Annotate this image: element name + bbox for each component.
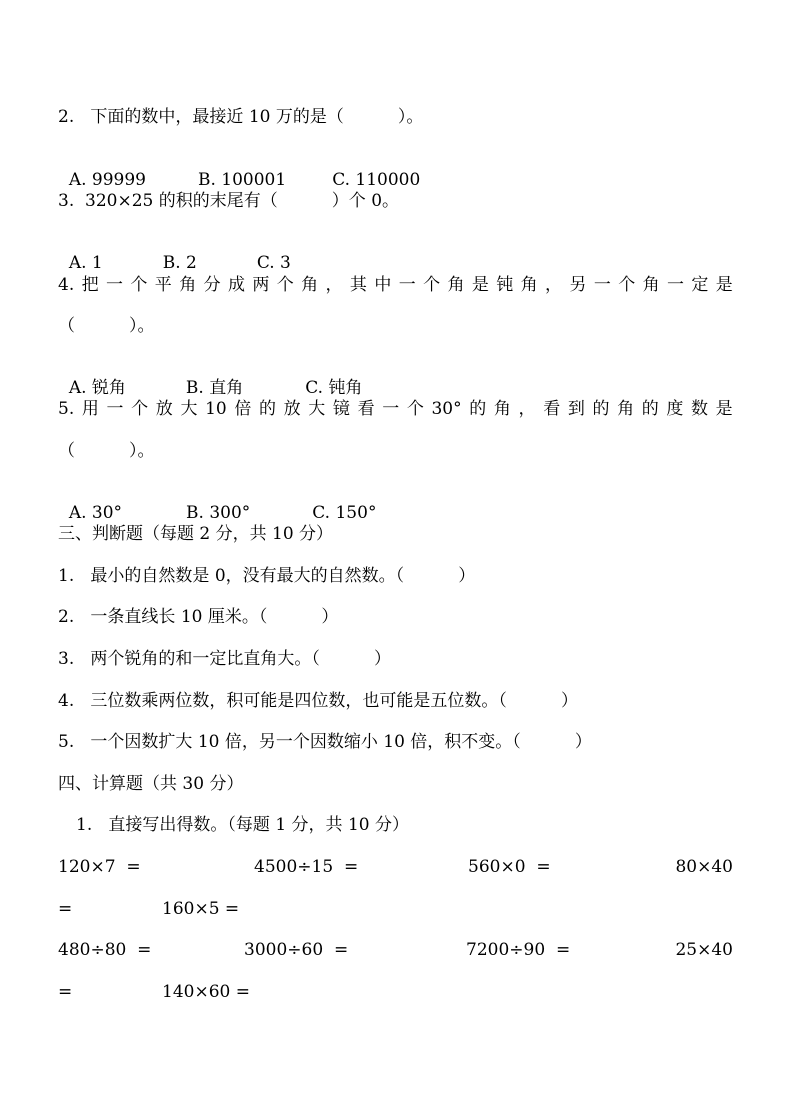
calc-row-1 xyxy=(58,857,733,877)
calc-item: 3000÷60 = xyxy=(244,940,349,960)
stem-glyph: 成 xyxy=(227,275,245,295)
calc-item: 560×0 = xyxy=(468,857,551,877)
stem-glyph: 倍 xyxy=(234,399,252,419)
calc-item: 160×5 = xyxy=(162,899,240,919)
stem-glyph: 度 xyxy=(666,399,684,419)
calc-equals: = xyxy=(58,899,73,919)
calc-item: 120×7 = xyxy=(58,857,141,877)
stem-glyph: 个 xyxy=(618,275,636,295)
judge-item: 3. 两个锐角的和一定比直角大。（ ） xyxy=(58,649,391,669)
option-a: A. 99999 xyxy=(68,170,146,190)
question-2-stem: 2. 下面的数中，最接近 10 万的是（ ）。 xyxy=(58,107,424,127)
stem-glyph: 角 xyxy=(301,275,319,295)
option-c: C. 110000 xyxy=(332,170,421,190)
stem-glyph: 用 xyxy=(81,399,99,419)
stem-glyph: 的 xyxy=(641,399,659,419)
question-5-stem xyxy=(58,399,733,419)
calc-item: 140×60 = xyxy=(162,982,250,1002)
option-a: A. 锐角 xyxy=(68,378,126,398)
stem-glyph: 一 xyxy=(593,275,611,295)
calc-row-2-continued xyxy=(58,982,733,1002)
stem-glyph: 到 xyxy=(567,399,585,419)
stem-glyph: 数 xyxy=(691,399,709,419)
stem-glyph: ， xyxy=(325,275,343,295)
stem-glyph: 是 xyxy=(715,275,733,295)
stem-glyph: 一 xyxy=(106,399,124,419)
option-c: C. 3 xyxy=(256,253,291,273)
stem-glyph: 大 xyxy=(180,399,198,419)
stem-glyph: 其 xyxy=(349,275,367,295)
option-a: A. 1 xyxy=(68,253,103,273)
judge-item: 5. 一个因数扩大 10 倍，另一个因数缩小 10 倍，积不变。（ ） xyxy=(58,732,592,752)
stem-glyph: 一 xyxy=(106,275,124,295)
stem-glyph: 看 xyxy=(357,399,375,419)
stem-glyph: 平 xyxy=(154,275,172,295)
calc-row-2 xyxy=(58,940,733,960)
stem-glyph: 大 xyxy=(308,399,326,419)
option-b: B. 300° xyxy=(186,503,251,523)
stem-glyph: 10 xyxy=(205,399,227,419)
stem-glyph: 把 xyxy=(81,275,99,295)
stem-glyph: 4. xyxy=(58,275,75,295)
section-4-heading: 四、计算题（共 30 分） xyxy=(58,774,244,794)
stem-glyph: 的 xyxy=(469,399,487,419)
stem-glyph: ， xyxy=(545,275,563,295)
stem-glyph: 角 xyxy=(520,275,538,295)
question-3-options xyxy=(58,233,291,273)
calc-item: 7200÷90 = xyxy=(466,940,571,960)
stem-glyph: 钝 xyxy=(496,275,514,295)
option-b: B. 100001 xyxy=(197,170,287,190)
stem-glyph: 个 xyxy=(130,275,148,295)
stem-glyph: 的 xyxy=(259,399,276,419)
stem-glyph: 角 xyxy=(642,275,660,295)
stem-glyph: 一 xyxy=(398,275,416,295)
stem-glyph: 角 xyxy=(617,399,635,419)
option-a: A. 30° xyxy=(68,503,123,523)
calc-item: 4500÷15 = xyxy=(254,857,359,877)
stem-glyph: 放 xyxy=(155,399,173,419)
stem-glyph: 个 xyxy=(406,399,424,419)
calc-equals: = xyxy=(58,982,73,1002)
question-5-stem-continued: （ ）。 xyxy=(58,441,155,461)
section-3-heading: 三、判断题（每题 2 分，共 10 分） xyxy=(58,524,334,544)
stem-glyph: 30° xyxy=(431,399,462,419)
stem-glyph: 的 xyxy=(592,399,610,419)
calc-row-1-continued xyxy=(58,899,733,919)
calc-item: 80×40 xyxy=(675,857,733,877)
stem-glyph: 角 xyxy=(493,399,511,419)
question-2-options xyxy=(58,150,420,190)
stem-glyph: 一 xyxy=(382,399,400,419)
stem-glyph: 角 xyxy=(179,275,197,295)
stem-glyph: 个 xyxy=(276,275,294,295)
option-c: C. 钝角 xyxy=(305,378,363,398)
stem-glyph: 中 xyxy=(374,275,392,295)
option-c: C. 150° xyxy=(312,503,377,523)
stem-glyph: 定 xyxy=(691,275,709,295)
stem-glyph: 是 xyxy=(471,275,489,295)
stem-glyph: 个 xyxy=(423,275,441,295)
question-5-options xyxy=(58,483,376,523)
stem-glyph: 看 xyxy=(543,399,561,419)
stem-glyph: 个 xyxy=(131,399,149,419)
stem-glyph: 放 xyxy=(283,399,301,419)
calc-item: 25×40 xyxy=(675,940,733,960)
stem-glyph: 镜 xyxy=(332,399,350,419)
stem-glyph: 另 xyxy=(569,275,587,295)
stem-glyph: ， xyxy=(518,399,536,419)
section-4-sub-1: 1. 直接写出得数。（每题 1 分，共 10 分） xyxy=(76,815,409,835)
stem-glyph: 是 xyxy=(715,399,733,419)
stem-glyph: 两 xyxy=(252,275,270,295)
stem-glyph: 分 xyxy=(203,275,221,295)
option-b: B. 直角 xyxy=(185,378,244,398)
stem-glyph: 角 xyxy=(447,275,465,295)
judge-item: 2. 一条直线长 10 厘米。（ ） xyxy=(58,607,339,627)
question-3-stem: 3. 320×25 的积的末尾有（ ）个 0。 xyxy=(58,191,400,211)
judge-item: 1. 最小的自然数是 0，没有最大的自然数。（ ） xyxy=(58,566,476,586)
option-b: B. 2 xyxy=(162,253,197,273)
calc-item: 480÷80 = xyxy=(58,940,152,960)
judge-item: 4. 三位数乘两位数，积可能是四位数，也可能是五位数。（ ） xyxy=(58,691,578,711)
stem-glyph: 5. xyxy=(58,399,75,419)
stem-glyph: 一 xyxy=(667,275,684,295)
question-4-stem xyxy=(58,275,733,295)
question-4-stem-continued: （ ）。 xyxy=(58,316,155,336)
question-4-options xyxy=(58,358,362,398)
